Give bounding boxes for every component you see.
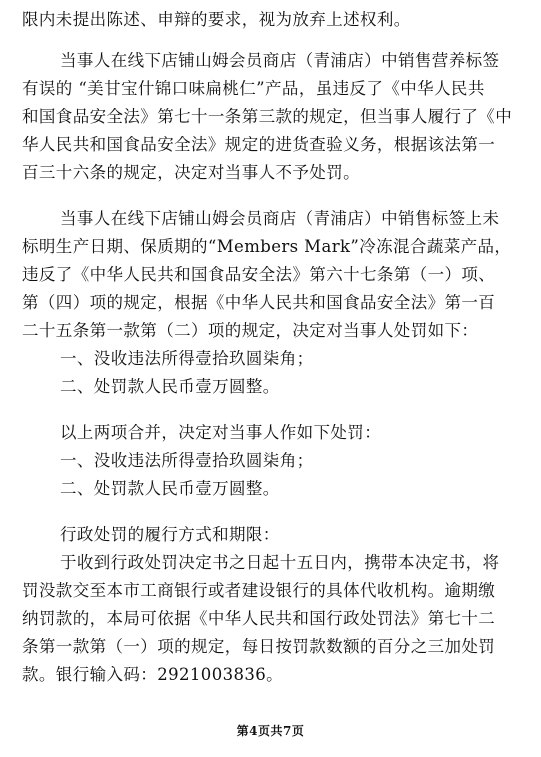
text-line: 二十五条第一款第（二）项的规定，决定对当事人处罚如下： bbox=[22, 321, 479, 340]
text-line: 于收到行政处罚决定书之日起十五日内，携带本决定书，将 bbox=[60, 553, 500, 572]
page-number: 第4页共7页 bbox=[236, 724, 305, 738]
text-line: 行政处罚的履行方式和期限： bbox=[60, 525, 280, 544]
text-line: 当事人在线下店铺山姆会员商店（青浦店）中销售标签上未 bbox=[60, 209, 500, 228]
text-line: 和国食品安全法》第七十一条第三款的规定，但当事人履行了《中 bbox=[22, 107, 513, 126]
text-line: 条第一款第（一）项的规定，每日按罚款数额的百分之三加处罚 bbox=[22, 637, 496, 656]
text-line: 限内未提出陈述、申辩的要求，视为放弃上述权利。 bbox=[22, 10, 411, 29]
text-line: 有误的 “美甘宝什锦口味扁桃仁”产品，虽违反了《中华人民共 bbox=[22, 79, 485, 98]
text-line: 华人民共和国食品安全法》规定的进货查验义务，根据该法第一 bbox=[22, 135, 496, 154]
text-line: 当事人在线下店铺山姆会员商店（青浦店）中销售营养标签 bbox=[60, 51, 500, 70]
text-line: 款。银行输入码：2921003836。 bbox=[22, 665, 284, 684]
text-line: 违反了《中华人民共和国食品安全法》第六十七条第（一）项、 bbox=[22, 265, 496, 284]
text-line: 第（四）项的规定，根据《中华人民共和国食品安全法》第一百 bbox=[22, 293, 496, 312]
text-line: 二、处罚款人民币壹万圆整。 bbox=[60, 479, 280, 498]
text-line: 以上两项合并，决定对当事人作如下处罚： bbox=[60, 423, 382, 442]
text-line: 一、没收违法所得壹拾玖圆柒角； bbox=[60, 349, 314, 368]
text-line: 纳罚款的，本局可依据《中华人民共和国行政处罚法》第七十二 bbox=[22, 609, 496, 628]
text-line: 罚没款交至本市工商银行或者建设银行的具体代收机构。逾期缴 bbox=[22, 581, 496, 600]
text-line: 二、处罚款人民币壹万圆整。 bbox=[60, 377, 280, 396]
text-line: 一、没收违法所得壹拾玖圆柒角； bbox=[60, 451, 314, 470]
text-line: 标明生产日期、保质期的“Members Mark”冷冻混合蔬菜产品， bbox=[22, 237, 512, 256]
text-line: 百三十六条的规定，决定对当事人不予处罚。 bbox=[22, 163, 360, 182]
